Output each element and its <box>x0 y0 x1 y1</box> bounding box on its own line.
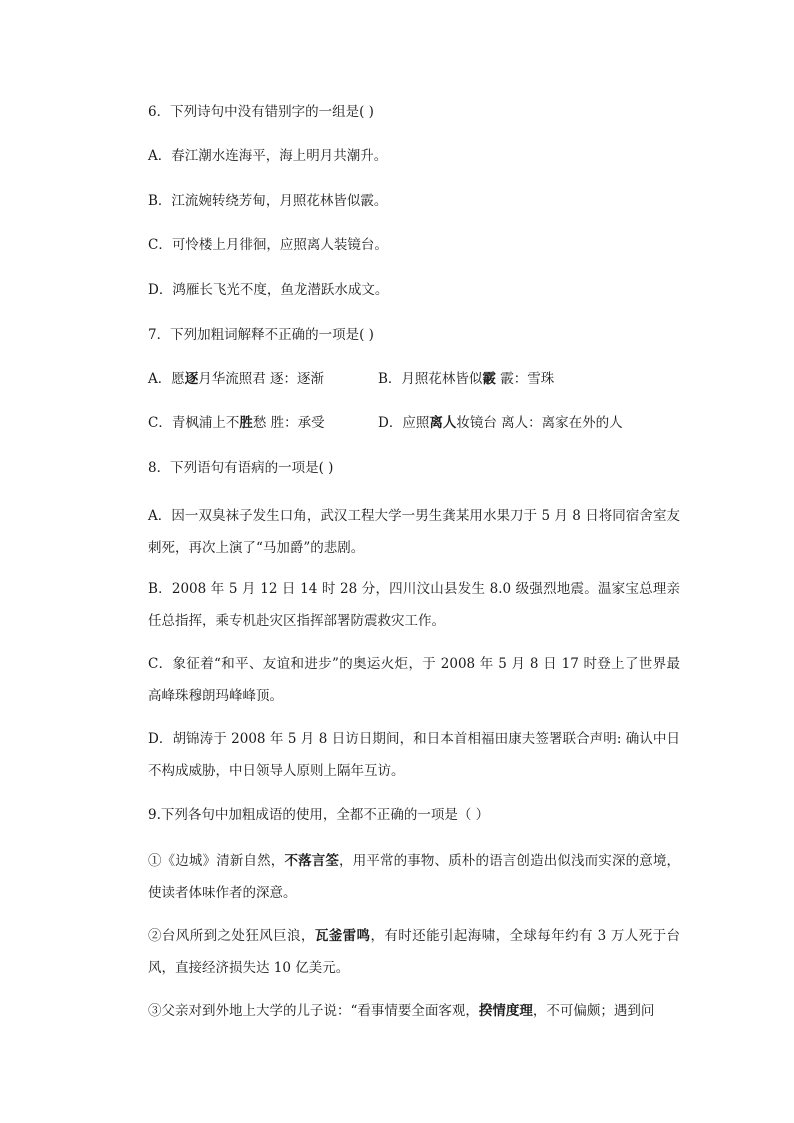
q6-option-d: D．鸿雁长飞光不度，鱼龙潜跃水成文。 <box>148 282 389 298</box>
q9-i3-post: ，不可偏颇；遇到问 <box>532 1003 655 1019</box>
q9-stem: 9.下列各句中加粗成语的使用，全都不正确的一项是（ ） <box>148 807 490 823</box>
q7-b-pre: B．月照花林皆似 <box>378 371 483 387</box>
q7-option-d <box>378 413 623 433</box>
q9-i1-bold: 不落言筌 <box>284 853 340 869</box>
q6-stem: 6．下列诗句中没有错别字的一组是( ) <box>148 104 374 120</box>
q9-item-3 <box>148 995 680 1027</box>
q9-i2-post: ，有时还能引起海啸，全球每年约有 3 万人死于台风，直接经济损失达 10 亿美元。 <box>148 928 681 976</box>
q7-a-pre: A．愿 <box>148 371 185 387</box>
q7-a-bold: 逐 <box>184 371 199 387</box>
q6-option-c: C．可怜楼上月徘徊，应照离人装镜台。 <box>148 237 388 253</box>
q7-a-post: 月华流照君 逐：逐渐 <box>198 371 325 387</box>
q9-i2-bold: 瓦釜雷鸣 <box>314 928 371 944</box>
q9-item-1 <box>148 845 680 909</box>
q8-option-a: A．因一双臭袜子发生口角，武汉工程大学一男生龚某用水果刀于 5 月 8 日将同宿舍室友刺死，再次上演了“马加爵”的悲剧。 <box>148 508 680 556</box>
q7-option-c <box>148 413 325 433</box>
q6-option-b: B．江流婉转绕芳甸，月照花林皆似霰。 <box>148 193 388 209</box>
q7-c-bold: 胜 <box>239 415 253 431</box>
q9-item-2 <box>148 920 680 984</box>
q7-b-post: 霰：雪珠 <box>495 371 555 387</box>
q9-i3-bold: 揆情度理 <box>478 1003 533 1019</box>
q9-i3-pre: ③父亲对到外地上大学的儿子说：“看事情要全面客观， <box>148 1003 479 1019</box>
q8-option-b: B．2008 年 5 月 12 日 14 时 28 分，四川汶山县发生 8.0 级强烈地震。温家宝总理亲任总指挥，乘专机赴灾区指挥部署防震救灾工作。 <box>148 581 680 629</box>
q6-option-a: A．春江潮水连海平，海上明月共潮升。 <box>148 148 388 164</box>
q7-d-bold: 离人 <box>429 415 457 431</box>
q7-c-pre: C．青枫浦上不 <box>148 415 240 431</box>
q7-d-pre: D．应照 <box>378 415 430 431</box>
q8-stem: 8．下列语句有语病的一项是( ) <box>148 460 334 476</box>
q7-c-post: 愁 胜：承受 <box>252 415 325 431</box>
q9-i2-pre: ②台风所到之处狂风巨浪， <box>148 928 315 944</box>
q9-i1-pre: ①《边城》清新自然， <box>148 853 285 869</box>
q8-option-d: D．胡锦涛于 2008 年 5 月 8 日访日期间，和日本首相福田康夫签署联合声明: 确认中日不构成威胁，中日领导人原则上隔年互访。 <box>148 731 680 779</box>
q9-i1-post: ，用平常的事物、质朴的语言创造出似浅而实深的意境，使读者体味作者的深意。 <box>148 853 681 901</box>
q7-stem: 7．下列加粗词解释不正确的一项是( ) <box>148 327 374 343</box>
q7-d-post: 妆镜台 离人：离家在外的人 <box>456 415 623 431</box>
q7-option-b <box>378 369 554 389</box>
q7-option-a <box>148 369 324 389</box>
q7-b-bold: 霰 <box>482 371 496 387</box>
q8-option-c: C．象征着“和平、友谊和进步”的奥运火炬，于 2008 年 5 月 8 日 17 时登上了世界最高峰珠穆朗玛峰峰顶。 <box>148 656 680 704</box>
